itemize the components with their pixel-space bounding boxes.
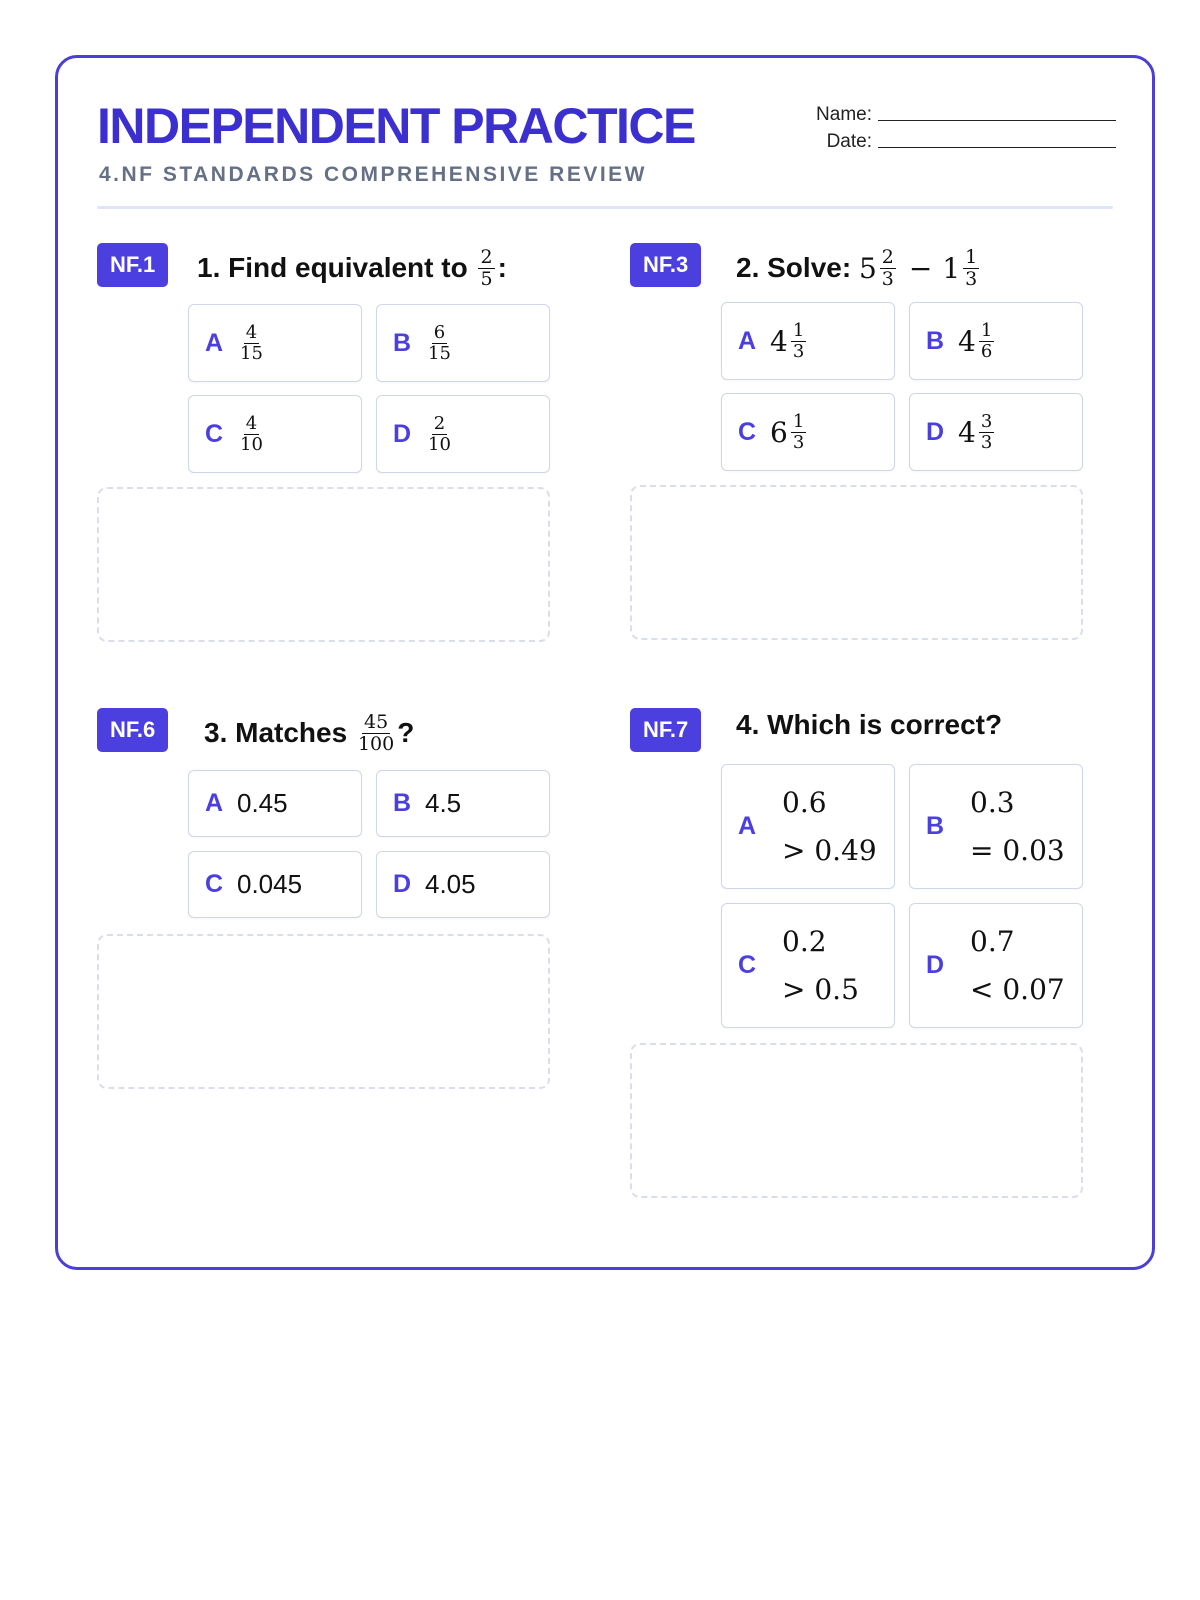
option-fraction: $\frac{2}{10}$ (428, 412, 451, 455)
prompt-text: 2. Solve: (736, 252, 852, 283)
name-blank[interactable] (878, 120, 1116, 121)
option-letter: A (738, 812, 757, 840)
option-comparison: 0.7 < 0.07 (970, 924, 1065, 1006)
option-letter: D (393, 870, 412, 898)
prompt-text: 3. Matches (204, 717, 348, 748)
option-letter: D (393, 419, 412, 448)
option-letter: C (738, 951, 757, 979)
answer-option-a[interactable] (188, 304, 362, 382)
option-letter: B (393, 789, 412, 817)
answer-option-d[interactable] (376, 395, 550, 473)
answer-option-b[interactable] (376, 304, 550, 382)
name-field[interactable] (816, 99, 1116, 126)
option-mixed-number: 4 $\frac{1}{3}$ (770, 319, 805, 362)
answer-option-b[interactable] (376, 770, 550, 837)
answer-option-a[interactable] (721, 302, 895, 380)
option-value: 0.045 (237, 869, 303, 899)
answer-option-c[interactable] (188, 395, 362, 473)
date-label: Date: (826, 131, 872, 152)
question-prompt (736, 245, 982, 291)
page-title: INDEPENDENT PRACTICE (97, 98, 695, 154)
date-field[interactable] (816, 126, 1116, 153)
date-blank[interactable] (878, 147, 1116, 148)
option-letter: C (738, 417, 757, 446)
answer-option-b[interactable] (909, 764, 1083, 889)
option-comparison: 0.2 > 0.5 (782, 924, 859, 1006)
option-letter: D (926, 417, 945, 446)
answer-option-b[interactable] (909, 302, 1083, 380)
answer-option-d[interactable] (909, 393, 1083, 471)
option-value: 4.5 (425, 788, 462, 818)
option-fraction: $\frac{4}{15}$ (240, 321, 263, 364)
question-prompt: 4. Which is correct? (736, 709, 1003, 740)
answer-option-c[interactable] (721, 393, 895, 471)
option-letter: A (205, 789, 224, 817)
option-letter: B (926, 812, 945, 840)
option-letter: C (205, 419, 224, 448)
standard-badge: NF.6 (97, 708, 168, 752)
question-prompt (197, 245, 507, 291)
option-letter: B (926, 326, 945, 355)
option-value: 4.05 (425, 869, 476, 899)
option-letter: D (926, 951, 945, 979)
standard-badge: NF.3 (630, 243, 701, 287)
student-info-fields (816, 99, 1116, 153)
option-value: 0.45 (237, 788, 288, 818)
question-2 (630, 243, 1097, 643)
prompt-text: 1. Find equivalent to (197, 252, 468, 283)
name-label: Name: (816, 104, 872, 125)
work-area[interactable] (97, 487, 550, 642)
prompt-fraction: $\frac{45}{100}$ (357, 710, 395, 755)
option-comparison: 0.3 = 0.03 (970, 785, 1065, 867)
option-mixed-number: 4 $\frac{3}{3}$ (958, 410, 993, 453)
standard-badge: NF.1 (97, 243, 168, 287)
option-letter: A (205, 328, 224, 357)
work-area[interactable] (630, 485, 1083, 640)
option-letter: B (393, 328, 412, 357)
standard-badge: NF.7 (630, 708, 701, 752)
page-subtitle: 4.NF STANDARDS COMPREHENSIVE REVIEW (99, 163, 647, 186)
option-mixed-number: 6 $\frac{1}{3}$ (770, 410, 805, 453)
answer-option-c[interactable] (188, 851, 362, 918)
prompt-suffix: ? (397, 717, 415, 748)
prompt-suffix: : (497, 252, 507, 283)
header-divider (97, 206, 1113, 209)
option-letter: A (738, 326, 757, 355)
question-prompt (204, 710, 414, 756)
prompt-fraction: $\frac{2}{5}$ (480, 245, 493, 290)
work-area[interactable] (630, 1043, 1083, 1198)
answer-option-d[interactable] (909, 903, 1083, 1028)
option-mixed-number: 4 $\frac{1}{6}$ (958, 319, 993, 362)
option-letter: C (205, 870, 224, 898)
question-1 (97, 243, 564, 643)
work-area[interactable] (97, 934, 550, 1089)
answer-option-a[interactable] (188, 770, 362, 837)
prompt-expression: 5 $\frac{2}{3}$ − 1 $\frac{1}{3}$ (858, 245, 978, 290)
answer-option-d[interactable] (376, 851, 550, 918)
question-4 (630, 708, 1097, 1228)
answer-option-a[interactable] (721, 764, 895, 889)
option-fraction: $\frac{6}{15}$ (428, 321, 451, 364)
option-comparison: 0.6 > 0.49 (782, 785, 877, 867)
question-3 (97, 708, 564, 1108)
option-fraction: $\frac{4}{10}$ (240, 412, 263, 455)
answer-option-c[interactable] (721, 903, 895, 1028)
